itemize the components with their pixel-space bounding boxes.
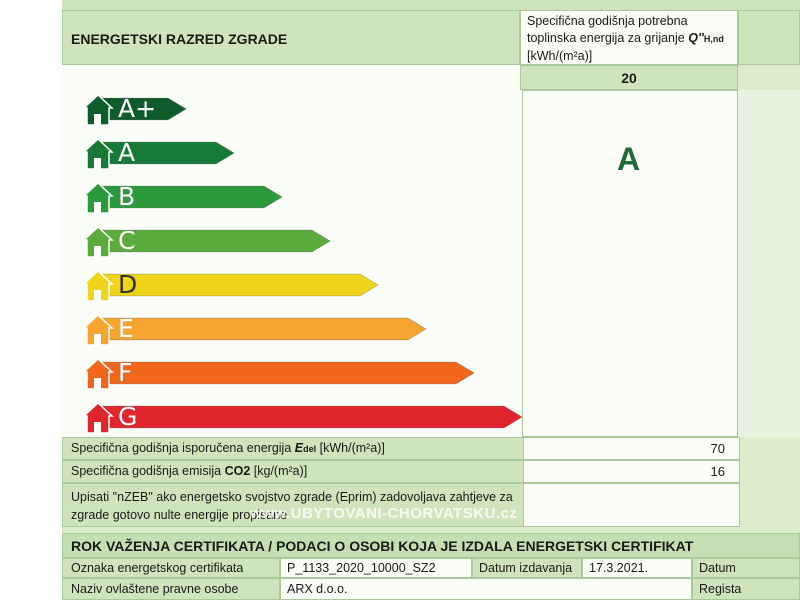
energy-class-arrow bbox=[82, 136, 238, 170]
entity-value-cell bbox=[280, 578, 692, 600]
spec-cell bbox=[520, 10, 738, 65]
date-label: Datum bbox=[699, 561, 736, 575]
co2-row bbox=[62, 460, 738, 483]
house-door bbox=[94, 378, 101, 389]
entity-label: Naziv ovlaštene pravne osobe bbox=[71, 582, 239, 596]
co2-value: 16 bbox=[710, 464, 725, 479]
energy-class-aplus bbox=[82, 92, 190, 126]
value-left-blank bbox=[62, 65, 520, 90]
energy-class-label: A+ bbox=[118, 94, 157, 123]
edel-value: 70 bbox=[710, 441, 725, 456]
house-door bbox=[94, 158, 101, 169]
house-door bbox=[94, 114, 101, 125]
nzeb-value-cell bbox=[523, 483, 740, 527]
energy-class-label: G bbox=[118, 402, 138, 431]
edel-label: Specifična godišnja isporučena energija Edel [kWh/(m²a)] bbox=[71, 441, 385, 455]
energy-class-d bbox=[82, 268, 382, 302]
energy-class-b bbox=[82, 180, 286, 214]
house-door bbox=[94, 246, 101, 257]
header-band bbox=[62, 0, 800, 10]
energy-class-label: A bbox=[118, 138, 136, 167]
arrow-bar bbox=[100, 406, 522, 428]
energy-class-f bbox=[82, 356, 478, 390]
edel-row bbox=[62, 437, 738, 460]
registry-label-cell bbox=[692, 578, 800, 600]
co2-label: Specifična godišnja emisija CO2 [kg/(m²a)] bbox=[71, 464, 308, 478]
energy-class-g bbox=[82, 400, 526, 434]
footer-title-row bbox=[62, 533, 800, 558]
issue-label: Datum izdavanja bbox=[479, 561, 573, 575]
energy-class-c bbox=[82, 224, 334, 258]
date-label-cell bbox=[692, 558, 800, 578]
entity-value: ARX d.o.o. bbox=[287, 582, 348, 596]
spec-edge bbox=[738, 10, 800, 65]
issue-value-cell bbox=[582, 558, 692, 578]
energy-class-label: C bbox=[118, 226, 136, 255]
current-rating: A bbox=[617, 141, 641, 177]
energy-class-label: B bbox=[118, 182, 136, 211]
house-door bbox=[94, 422, 101, 433]
energy-class-label: D bbox=[118, 270, 138, 299]
energy-class-arrow bbox=[82, 356, 478, 390]
energy-class-a bbox=[82, 136, 238, 170]
cert-label: Oznaka energetskog certifikata bbox=[71, 561, 244, 575]
page-title: ENERGETSKI RAZRED ZGRADE bbox=[71, 31, 288, 47]
arrow-bar bbox=[100, 362, 474, 384]
house-door bbox=[94, 202, 101, 213]
energy-class-label: E bbox=[118, 314, 134, 343]
edel-value-cell bbox=[523, 437, 740, 460]
energy-class-arrow bbox=[82, 400, 526, 434]
issue-label-cell bbox=[472, 558, 582, 578]
co2-value-cell bbox=[523, 460, 740, 483]
arrow-bar bbox=[100, 274, 378, 296]
rating-edge bbox=[738, 90, 800, 437]
house-door bbox=[94, 334, 101, 345]
watermark: www.UBYTOVANI-CHORVATSKU.cz bbox=[250, 505, 518, 522]
energy-class-arrow bbox=[82, 312, 430, 346]
footer-title: ROK VAŽENJA CERTIFIKATA / PODACI O OSOBI KOJA JE IZDALA ENERGETSKI CERTIFIKAT bbox=[71, 538, 694, 554]
cert-label-cell bbox=[62, 558, 280, 578]
cert-value: P_1133_2020_10000_SZ2 bbox=[287, 561, 436, 575]
rating-cell bbox=[522, 90, 738, 437]
energy-class-e bbox=[82, 312, 430, 346]
arrow-bar bbox=[100, 318, 426, 340]
energy-class-arrow bbox=[82, 180, 286, 214]
cert-value-cell bbox=[280, 558, 472, 578]
house-door bbox=[94, 290, 101, 301]
registry-label: Registа bbox=[699, 582, 742, 596]
spec-description: Specifična godišnja potrebna toplinska energija za grijanje Q''H,nd [kWh/(m²a)] bbox=[527, 14, 724, 63]
value-cell bbox=[520, 65, 738, 90]
entity-label-cell bbox=[62, 578, 280, 600]
issue-value: 17.3.2021. bbox=[589, 561, 649, 575]
spec-value: 20 bbox=[621, 70, 637, 86]
nzeb-text-line2: zgrade gotovo nulte energije propisane bbox=[71, 508, 288, 522]
nzeb-text-line1: Upisati "nZEB" ako energetsko svojstvo zgrade (Eprim) zadovoljava zahtjeve za bbox=[71, 490, 513, 504]
energy-class-label: F bbox=[118, 358, 133, 387]
title-cell bbox=[62, 10, 520, 65]
